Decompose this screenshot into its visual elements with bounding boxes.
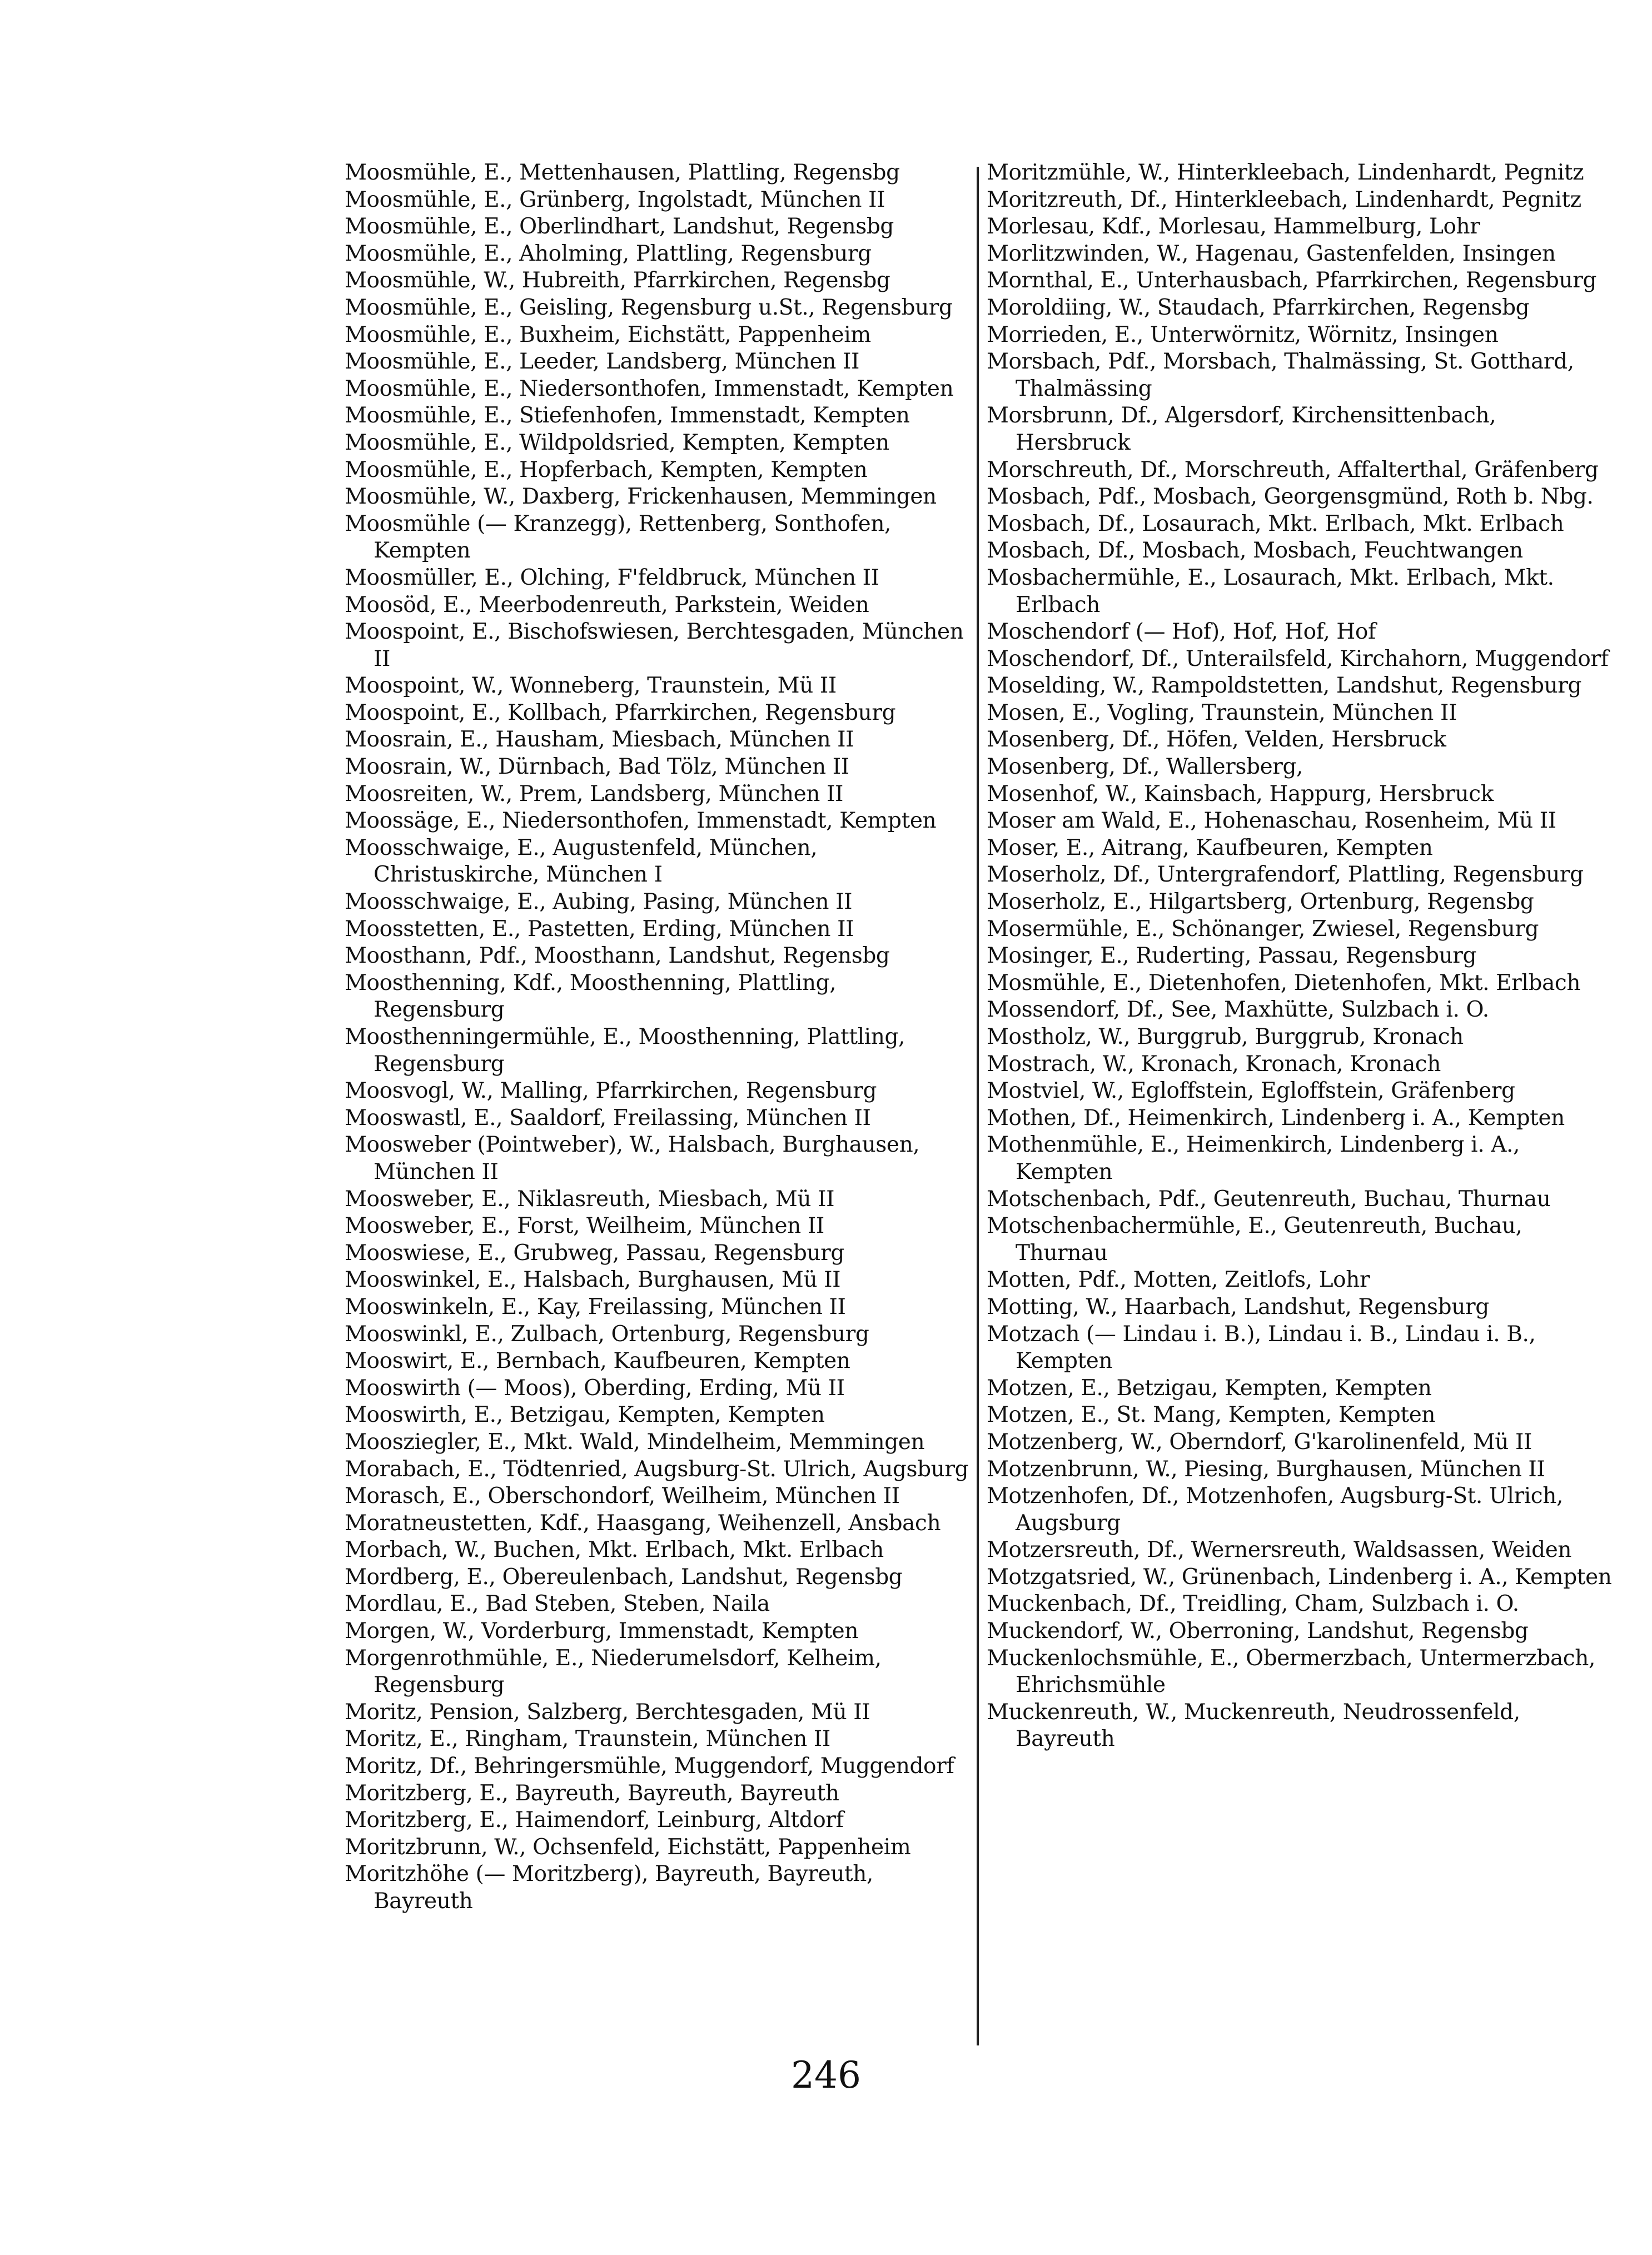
gazetteer-entry: Morrieden, E., Unterwörnitz, Wörnitz, Insingen [987,322,1499,347]
gazetteer-entry: Moospoint, E., Kollbach, Pfarrkirchen, Regensburg [345,700,896,725]
gazetteer-entry: Moosvogl, W., Malling, Pfarrkirchen, Regensburg [345,1078,877,1104]
gazetteer-entry: Mostrach, W., Kronach, Kronach, Kronach [987,1051,1441,1077]
gazetteer-entry: Moosmüller, E., Olching, F'feldbruck, München II [345,565,879,590]
gazetteer-entry: Moossäge, E., Niedersonthofen, Immenstadt, Kempten [345,808,937,834]
gazetteer-entry: Moosmühle (— Kranzegg), Rettenberg, Sonthofen, Kempten [345,511,892,564]
gazetteer-entry: Mooswirt, E., Bernbach, Kaufbeuren, Kempten [345,1348,850,1374]
gazetteer-entry: Moratneustetten, Kdf., Haasgang, Weihenzell, Ansbach [345,1510,941,1536]
gazetteer-entry: Moser am Wald, E., Hohenaschau, Rosenheim, Mü II [987,808,1556,834]
gazetteer-entry: Moritzreuth, Df., Hinterkleebach, Lindenhardt, Pegnitz [987,187,1581,212]
gazetteer-entry: Moritzhöhe (— Moritzberg), Bayreuth, Bayreuth, Bayreuth [345,1861,873,1914]
gazetteer-entry: Mosbachermühle, E., Losaurach, Mkt. Erlbach, Mkt. Erlbach [987,565,1554,618]
gazetteer-entry: Moosrain, W., Dürnbach, Bad Tölz, München II [345,754,849,780]
gazetteer-entry: Morsbach, Pdf., Morsbach, Thalmässing, St. Gotthard, Thalmässing [987,349,1574,401]
gazetteer-entry: Moosmühle, E., Mettenhausen, Plattling, Regensbg [345,160,900,185]
gazetteer-entry: Moosthann, Pdf., Moosthann, Landshut, Regensbg [345,943,890,969]
right-column [987,160,1612,1753]
gazetteer-entry: Moosöd, E., Meerbodenreuth, Parkstein, Weiden [345,592,869,618]
gazetteer-entry: Moosweber (Pointweber), W., Halsbach, Burghausen, München II [345,1132,920,1184]
gazetteer-entry: Moosmühle, W., Hubreith, Pfarrkirchen, Regensbg [345,268,890,293]
gazetteer-entry: Moschendorf (— Hof), Hof, Hof, Hof [987,619,1376,645]
gazetteer-entry: Mosenhof, W., Kainsbach, Happurg, Hersbruck [987,781,1494,807]
gazetteer-entry: Mossendorf, Df., See, Maxhütte, Sulzbach i. O. [987,997,1489,1023]
gazetteer-entry: Morschreuth, Df., Morschreuth, Affalterthal, Gräfenberg [987,457,1599,482]
gazetteer-entry: Mothen, Df., Heimenkirch, Lindenberg i. A., Kempten [987,1105,1565,1131]
gazetteer-entry: Mostviel, W., Egloffstein, Egloffstein, Gräfenberg [987,1078,1515,1104]
gazetteer-entry: Morbach, W., Buchen, Mkt. Erlbach, Mkt. Erlbach [345,1537,884,1563]
gazetteer-entry: Mordberg, E., Obereulenbach, Landshut, Regensbg [345,1564,903,1590]
gazetteer-entry: Mosenberg, Df., Wallersberg, [987,754,1303,780]
gazetteer-entry: Motten, Pdf., Motten, Zeitlofs, Lohr [987,1267,1370,1293]
gazetteer-entry: Muckenbach, Df., Treidling, Cham, Sulzbach i. O. [987,1591,1519,1617]
gazetteer-entry: Mosbach, Df., Mosbach, Mosbach, Feuchtwangen [987,538,1523,564]
gazetteer-entry: Moosmühle, E., Stiefenhofen, Immenstadt, Kempten [345,403,910,429]
gazetteer-entry: Moosweber, E., Forst, Weilheim, München II [345,1213,824,1239]
gazetteer-entry: Moosmühle, E., Geisling, Regensburg u.St., Regensburg [345,295,953,320]
gazetteer-entry: Mooswirth (— Moos), Oberding, Erding, Mü II [345,1375,845,1401]
gazetteer-entry: Mosinger, E., Ruderting, Passau, Regensburg [987,943,1477,969]
gazetteer-entry: Morgen, W., Vorderburg, Immenstadt, Kempten [345,1619,859,1644]
gazetteer-entry: Mooswastl, E., Saaldorf, Freilassing, München II [345,1105,871,1131]
gazetteer-entry: Moritzbrunn, W., Ochsenfeld, Eichstätt, Pappenheim [345,1834,911,1860]
gazetteer-entry: Morlitzwinden, W., Hagenau, Gastenfelden, Insingen [987,241,1556,266]
gazetteer-entry: Mostholz, W., Burggrub, Burggrub, Kronach [987,1024,1464,1049]
gazetteer-entry: Moritzmühle, W., Hinterkleebach, Lindenhardt, Pegnitz [987,160,1584,185]
gazetteer-entry: Moosrain, E., Hausham, Miesbach, München II [345,727,854,753]
gazetteer-entry: Moritzberg, E., Haimendorf, Leinburg, Altdorf [345,1808,844,1833]
gazetteer-entry: Muckenreuth, W., Muckenreuth, Neudrossenfeld, Bayreuth [987,1699,1520,1752]
gazetteer-entry: Moritz, E., Ringham, Traunstein, München II [345,1726,830,1752]
gazetteer-entry: Moosschwaige, E., Aubing, Pasing, München II [345,889,853,915]
gazetteer-entry: Motzen, E., St. Mang, Kempten, Kempten [987,1402,1436,1428]
gazetteer-entry: Muckendorf, W., Oberroning, Landshut, Regensbg [987,1619,1529,1644]
gazetteer-entry: Mooswinkel, E., Halsbach, Burghausen, Mü II [345,1267,841,1293]
gazetteer-entry: Motzenbrunn, W., Piesing, Burghausen, München II [987,1456,1545,1482]
gazetteer-entry: Moosreiten, W., Prem, Landsberg, München II [345,781,843,807]
gazetteer-entry: Moosmühle, E., Aholming, Plattling, Regensburg [345,241,872,266]
gazetteer-entry: Motzersreuth, Df., Wernersreuth, Waldsassen, Weiden [987,1537,1572,1563]
gazetteer-entry: Mosermühle, E., Schönanger, Zwiesel, Regensburg [987,916,1539,942]
gazetteer-entry: Moosmühle, E., Niedersonthofen, Immenstadt, Kempten [345,376,954,401]
page-number: 246 [791,2054,861,2097]
gazetteer-entry: Mosbach, Pdf., Mosbach, Georgensgmünd, Roth b. Nbg. [987,484,1594,510]
gazetteer-entry: Motzenhofen, Df., Motzenhofen, Augsburg-St. Ulrich, Augsburg [987,1484,1563,1536]
gazetteer-entry: Mooswiese, E., Grubweg, Passau, Regensburg [345,1240,844,1266]
gazetteer-entry: Morabach, E., Tödtenried, Augsburg-St. Ulrich, Augsburg [345,1456,969,1482]
gazetteer-entry: Moosmühle, E., Leeder, Landsberg, München II [345,349,860,375]
gazetteer-entry: Mordlau, E., Bad Steben, Steben, Naila [345,1591,770,1617]
column-divider [977,167,979,2045]
gazetteer-entry: Moosmühle, E., Buxheim, Eichstätt, Pappenheim [345,322,871,347]
gazetteer-entry: Mosenberg, Df., Höfen, Velden, Hersbruck [987,727,1446,753]
gazetteer-entry: Morgenrothmühle, E., Niederumelsdorf, Kelheim, Regensburg [345,1645,882,1698]
gazetteer-entry: Moser, E., Aitrang, Kaufbeuren, Kempten [987,835,1433,860]
gazetteer-entry: Motschenbachermühle, E., Geutenreuth, Buchau, Thurnau [987,1213,1522,1266]
gazetteer-entry: Moritz, Df., Behringersmühle, Muggendorf, Muggendorf [345,1754,954,1779]
gazetteer-entry: Moritzberg, E., Bayreuth, Bayreuth, Bayreuth [345,1780,839,1806]
gazetteer-entry: Motzenberg, W., Oberndorf, G'karolinenfeld, Mü II [987,1429,1532,1455]
gazetteer-entry: Moosthenning, Kdf., Moosthenning, Plattling, Regensburg [345,970,837,1023]
gazetteer-entry: Moospoint, W., Wonneberg, Traunstein, Mü II [345,673,837,699]
gazetteer-entry: Moosmühle, E., Grünberg, Ingolstadt, München II [345,187,885,212]
gazetteer-entry: Moserholz, Df., Untergrafendorf, Plattling, Regensburg [987,862,1584,888]
gazetteer-entry: Muckenlochsmühle, E., Obermerzbach, Untermerzbach, Ehrichsmühle [987,1645,1595,1698]
gazetteer-entry: Mooswinkl, E., Zulbach, Ortenburg, Regensburg [345,1321,869,1347]
gazetteer-entry: Moschendorf, Df., Unterailsfeld, Kirchahorn, Muggendorf [987,646,1609,671]
gazetteer-entry: Motschenbach, Pdf., Geutenreuth, Buchau, Thurnau [987,1186,1551,1212]
gazetteer-entry: Mooswinkeln, E., Kay, Freilassing, München II [345,1294,846,1320]
gazetteer-entry: Moserholz, E., Hilgartsberg, Ortenburg, Regensbg [987,889,1534,915]
gazetteer-entry: Morsbrunn, Df., Algersdorf, Kirchensittenbach, Hersbruck [987,403,1496,455]
gazetteer-entry: Motzgatsried, W., Grünenbach, Lindenberg i. A., Kempten [987,1564,1612,1590]
gazetteer-entry: Moosmühle, E., Wildpoldsried, Kempten, Kempten [345,430,889,455]
gazetteer-entry: Moosthenningermühle, E., Moosthenning, Plattling, Regensburg [345,1024,905,1077]
gazetteer-entry: Mothenmühle, E., Heimenkirch, Lindenberg i. A., Kempten [987,1132,1520,1184]
gazetteer-entry: Moosmühle, W., Daxberg, Frickenhausen, Memmingen [345,484,937,510]
gazetteer-entry: Moselding, W., Rampoldstetten, Landshut, Regensburg [987,673,1582,699]
gazetteer-entry: Moosweber, E., Niklasreuth, Miesbach, Mü II [345,1186,835,1212]
gazetteer-entry: Moosmühle, E., Oberlindhart, Landshut, Regensbg [345,214,894,240]
gazetteer-entry: Motting, W., Haarbach, Landshut, Regensburg [987,1294,1489,1320]
gazetteer-entry: Morasch, E., Oberschondorf, Weilheim, München II [345,1484,900,1509]
gazetteer-entry: Moosziegler, E., Mkt. Wald, Mindelheim, Memmingen [345,1429,925,1455]
gazetteer-entry: Moospoint, E., Bischofswiesen, Berchtesgaden, München II [345,619,964,671]
gazetteer-entry: Mosmühle, E., Dietenhofen, Dietenhofen, Mkt. Erlbach [987,970,1581,995]
gazetteer-entry: Mosen, E., Vogling, Traunstein, München II [987,700,1457,725]
gazetteer-entry: Moroldiing, W., Staudach, Pfarrkirchen, Regensbg [987,295,1530,320]
gazetteer-entry: Moritz, Pension, Salzberg, Berchtesgaden, Mü II [345,1699,870,1725]
gazetteer-entry: Motzen, E., Betzigau, Kempten, Kempten [987,1375,1432,1401]
gazetteer-entry: Moosschwaige, E., Augustenfeld, München, Christuskirche, München I [345,835,818,888]
gazetteer-entry: Mooswirth, E., Betzigau, Kempten, Kempten [345,1402,825,1428]
gazetteer-entry: Mornthal, E., Unterhausbach, Pfarrkirchen, Regensburg [987,268,1597,293]
left-column [345,160,973,1915]
gazetteer-entry: Mosbach, Df., Losaurach, Mkt. Erlbach, Mkt. Erlbach [987,511,1564,536]
gazetteer-entry: Morlesau, Kdf., Morlesau, Hammelburg, Lohr [987,214,1480,240]
gazetteer-entry: Moosstetten, E., Pastetten, Erding, München II [345,916,854,942]
gazetteer-entry: Moosmühle, E., Hopferbach, Kempten, Kempten [345,457,868,482]
gazetteer-entry: Motzach (— Lindau i. B.), Lindau i. B., Lindau i. B., Kempten [987,1321,1536,1374]
